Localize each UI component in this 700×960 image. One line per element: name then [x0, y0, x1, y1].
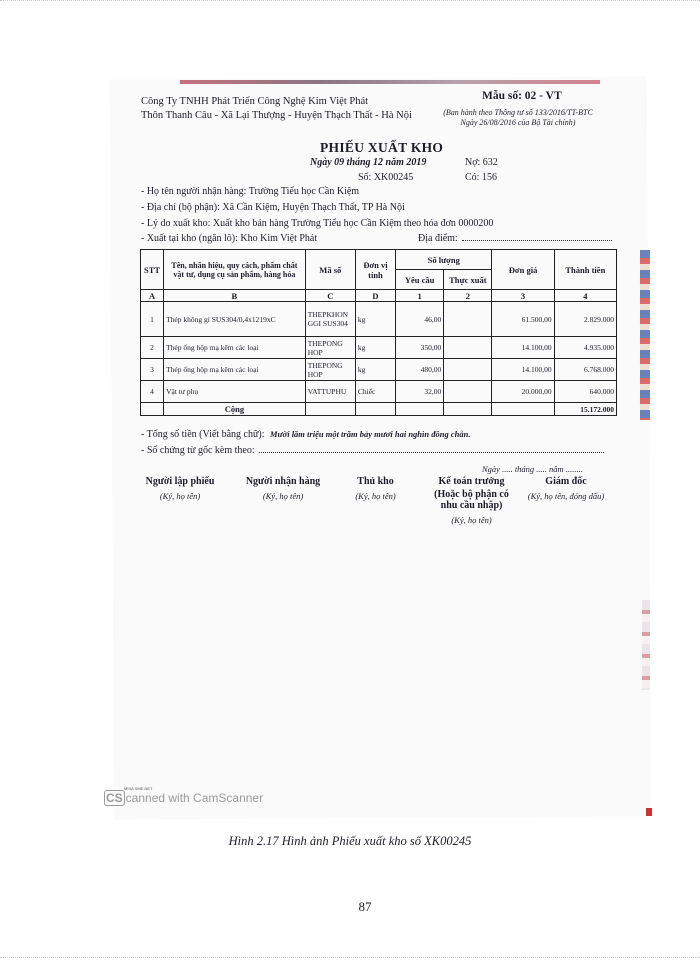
document-date: Ngày 09 tháng 12 năm 2019 [310, 157, 427, 168]
row-amount: 4.935.000 [554, 337, 616, 359]
signature-note: (Ký, họ tên) [451, 515, 492, 525]
company-name: Công Ty TNHH Phát Triển Công Nghệ Kim Việt Phát [141, 96, 369, 107]
signature-note: (Ký, họ tên) [355, 491, 396, 501]
legal-line-2: Ngày 26/08/2016 của Bộ Tài chính) [460, 118, 576, 127]
camscanner-logo: CS [106, 791, 123, 805]
header-stt: STT [141, 250, 164, 290]
col-letter-4: 4 [554, 290, 616, 302]
form-number: Mẫu số: 02 - VT [482, 90, 562, 102]
header-name: Tên, nhãn hiệu, quy cách, phẩm chất vật tư, dụng cụ sản phẩm, hàng hóa [164, 250, 306, 290]
row-qty-req: 480,00 [396, 359, 444, 381]
table-row [141, 302, 617, 337]
header-code: Mã số [305, 250, 355, 290]
header-qty-act: Thực xuất [444, 270, 492, 290]
col-letter-d: D [355, 290, 395, 302]
col-letter-b: B [164, 290, 306, 302]
signature-note: (Ký, họ tên, đóng dấu) [527, 491, 605, 501]
items-table [140, 249, 617, 416]
row-unit: kg [355, 337, 395, 359]
receiver-field: - Họ tên người nhận hàng: Trường Tiểu học Cần Kiệm [141, 186, 360, 197]
scan-edge-right [640, 250, 650, 420]
row-name: Vật tư phụ [164, 381, 306, 403]
header-unit: Đơn vị tính [355, 250, 395, 290]
camscanner-watermark [104, 790, 263, 806]
signature-storekeeper [338, 476, 413, 501]
row-unit: Chiếc [355, 381, 395, 403]
row-stt: 3 [141, 359, 164, 381]
row-qty-act [444, 381, 492, 403]
signature-chief-accountant [424, 476, 519, 525]
row-price: 14.100,00 [492, 359, 554, 381]
signature-note: (Ký, họ tên) [159, 491, 201, 501]
signature-preparer [140, 476, 220, 501]
row-code: THEPONG HOP [305, 337, 355, 359]
table-row [141, 359, 617, 381]
signature-title: Kế toán trưởng [438, 476, 505, 487]
software-mark: MISA SME.NET [124, 786, 153, 791]
figure-caption: Hình 2.17 Hình ảnh Phiếu xuất kho số XK00245 [228, 834, 472, 848]
row-unit: kg [355, 302, 395, 337]
row-name: Thép ống hộp mạ kẽm các loại [164, 359, 306, 381]
amount-in-words-label: - Tổng số tiền (Viết bằng chữ): [141, 429, 265, 440]
amount-in-words-line [141, 429, 470, 440]
col-letter-c: C [305, 290, 355, 302]
signature-title-line-3: nhu cầu nhập) [440, 500, 503, 511]
total-label: Cộng [164, 403, 306, 416]
attached-docs-line [141, 445, 604, 456]
header-qty: Số lượng [396, 250, 492, 270]
camscanner-text: canned with CamScanner [125, 791, 264, 805]
page-top-border [0, 0, 700, 2]
signature-receiver [238, 476, 328, 501]
debit-account: Nợ: 632 [465, 157, 498, 168]
company-address: Thôn Thanh Câu - Xã Lại Thượng - Huyện Thạch Thất - Hà Nội [141, 110, 412, 121]
reason-field: - Lý do xuất kho: Xuất kho bán hàng Trường Tiểu học Cần Kiệm theo hóa đơn 0000200 [141, 218, 494, 229]
row-name: Thép ống hộp mạ kẽm các loại [164, 337, 306, 359]
scan-edge-right-lower [642, 600, 650, 690]
page-bottom-border [0, 957, 700, 958]
location-field [418, 233, 612, 244]
scan-corner-mark [646, 808, 652, 816]
warehouse-field: - Xuất tại kho (ngăn lô): Kho Kim Việt Phát [141, 233, 318, 244]
page-number: 87 [358, 899, 372, 914]
row-stt: 1 [141, 302, 164, 337]
row-qty-req: 46,00 [396, 302, 444, 337]
col-letter-2: 2 [444, 290, 492, 302]
row-code: THEPKHONGGI SUS304 [305, 302, 355, 337]
table-row [141, 381, 617, 403]
row-amount: 640.000 [554, 381, 616, 403]
signature-note: (Ký, họ tên) [262, 491, 304, 501]
row-amount: 6.768.000 [554, 359, 616, 381]
legal-line-1: (Ban hành theo Thông tư số 133/2016/TT-BTC [443, 108, 593, 117]
row-stt: 2 [141, 337, 164, 359]
row-name: Thép không gỉ SUS304/0,4x1219xC [164, 302, 306, 337]
header-price: Đơn giá [492, 250, 554, 290]
row-unit: kg [355, 359, 395, 381]
row-stt: 4 [141, 381, 164, 403]
signature-title-line-2: (Hoặc bộ phận có [434, 489, 509, 500]
signature-title: Người nhận hàng [245, 476, 321, 487]
signature-title: Người lập phiếu [145, 476, 215, 487]
location-label: Địa điểm: [418, 233, 458, 244]
col-letter-1: 1 [396, 290, 444, 302]
row-qty-act [444, 337, 492, 359]
row-amount: 2.829.000 [554, 302, 616, 337]
signature-title: Thủ kho [357, 476, 394, 487]
location-blank [462, 240, 612, 241]
scan-edge-top [180, 80, 600, 84]
signature-director [516, 476, 616, 501]
document-title: PHIẾU XUẤT KHO [320, 140, 444, 155]
row-qty-req: 32,00 [396, 381, 444, 403]
row-price: 61.500,00 [492, 302, 554, 337]
attached-docs-blank [259, 452, 604, 453]
signature-title: Giám đốc [545, 476, 587, 487]
signature-date-blank: Ngày ..... tháng ..... năm ........ [482, 464, 583, 474]
attached-docs-label: - Số chứng từ gốc kèm theo: [141, 445, 255, 456]
row-code: VATTUPHU [305, 381, 355, 403]
total-amount: 15.172.000 [554, 403, 616, 416]
amount-in-words: Mười lăm triệu một trăm bảy mươi hai nghìn đồng chẵn. [270, 429, 471, 439]
row-qty-req: 350,00 [396, 337, 444, 359]
header-qty-req: Yêu cầu [396, 270, 444, 290]
table-row [141, 337, 617, 359]
col-letter-3: 3 [492, 290, 554, 302]
total-row [141, 403, 617, 416]
address-field: - Địa chỉ (bộ phận): Xã Cần Kiệm, Huyện Thạch Thất, TP Hà Nội [141, 202, 405, 213]
document-number: Số: XK00245 [358, 172, 414, 183]
row-code: THEPONG HOP [305, 359, 355, 381]
row-qty-act [444, 359, 492, 381]
row-qty-act [444, 302, 492, 337]
row-price: 20.000,00 [492, 381, 554, 403]
col-letter-a: A [141, 290, 164, 302]
header-amount: Thành tiền [554, 250, 616, 290]
credit-account: Có: 156 [465, 172, 497, 183]
row-price: 14.100,00 [492, 337, 554, 359]
